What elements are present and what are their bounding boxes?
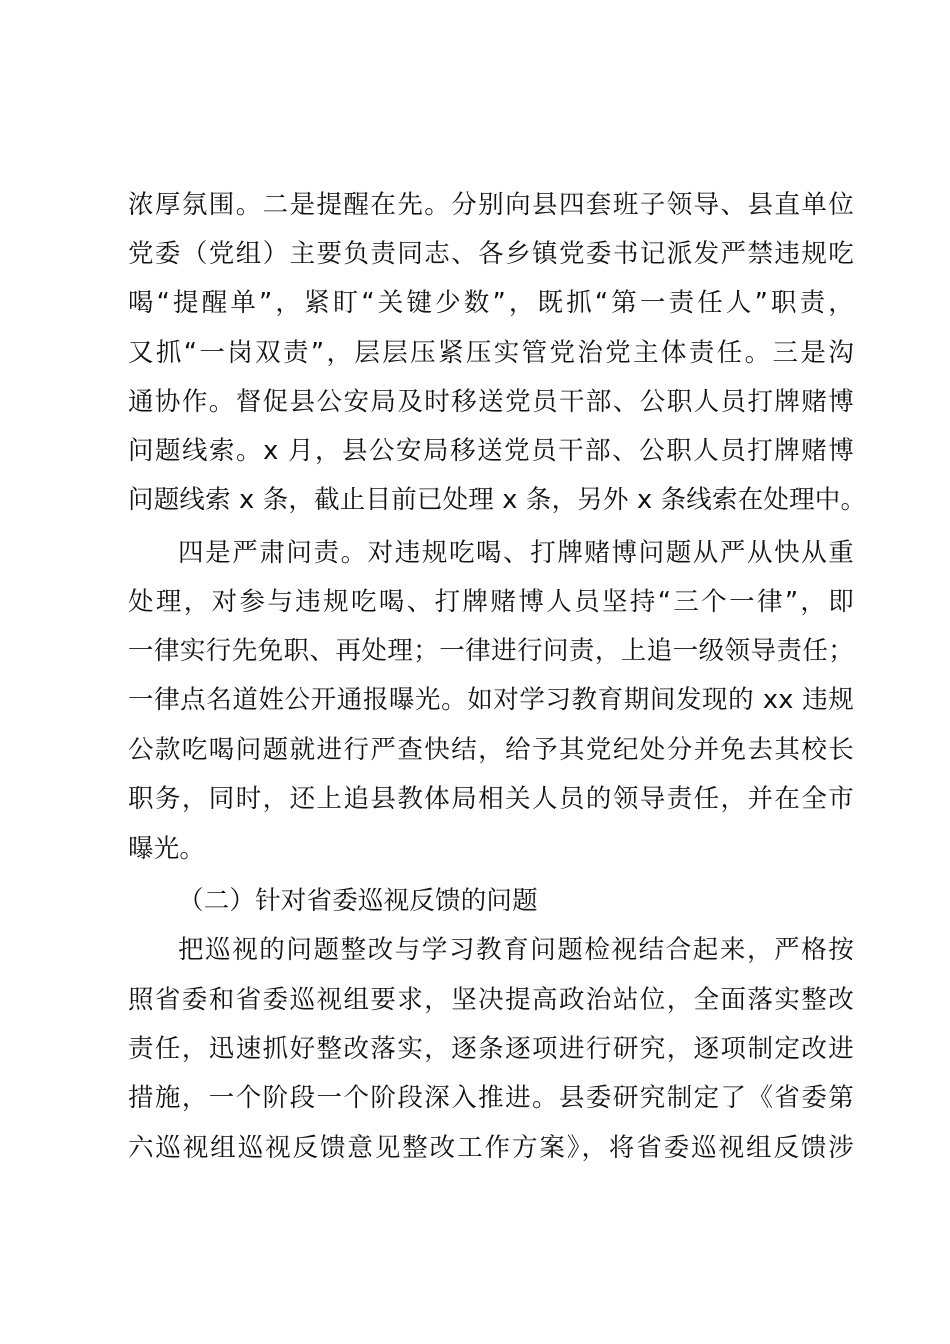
section-heading: （二）针对省委巡视反馈的问题 [178, 886, 538, 916]
text-line: 问题线索 x 条，截止目前已处理 x 条，另外 x 条线索在处理中。 [128, 485, 867, 515]
text-line: 问题线索。x 月，县公安局移送党员干部、公职人员打牌赌博 [128, 436, 854, 466]
text-line: 喝“提醒单”，紧盯“关键少数”，既抓“第一责任人”职责， [128, 288, 854, 318]
text-line: 六巡视组巡视反馈意见整改工作方案》，将省委巡视组反馈涉 [128, 1133, 854, 1163]
text-line: 又抓“一岗双责”，层层压紧压实管党治党主体责任。三是沟 [128, 338, 854, 368]
text-line: 处理，对参与违规吃喝、打牌赌博人员坚持“三个一律”，即 [128, 587, 854, 617]
text-line: 党委（党组）主要负责同志、各乡镇党委书记派发严禁违规吃 [128, 239, 854, 269]
text-line: 责任，迅速抓好整改落实，逐条逐项进行研究，逐项制定改进 [128, 1034, 854, 1064]
text-line: 四是严肃问责。对违规吃喝、打牌赌博问题从严从快从重 [178, 538, 854, 568]
text-line: 把巡视的问题整改与学习教育问题检视结合起来，严格按 [178, 935, 854, 965]
text-line: 职务，同时，还上追县教体局相关人员的领导责任，并在全市 [128, 784, 854, 814]
text-line: 曝光。 [128, 834, 206, 864]
text-line: 浓厚氛围。二是提醒在先。分别向县四套班子领导、县直单位 [128, 190, 854, 220]
text-line: 通协作。督促县公安局及时移送党员干部、公职人员打牌赌博 [128, 387, 854, 417]
text-line: 措施，一个阶段一个阶段深入推进。县委研究制定了《省委第 [128, 1083, 854, 1113]
text-line: 一律点名道姓公开通报曝光。如对学习教育期间发现的 xx 违规 [128, 685, 854, 715]
text-line: 照省委和省委巡视组要求，坚决提高政治站位，全面落实整改 [128, 985, 854, 1015]
text-line: 一律实行先免职、再处理；一律进行问责，上追一级领导责任； [128, 636, 854, 666]
text-line: 公款吃喝问题就进行严查快结，给予其党纪处分并免去其校长 [128, 735, 854, 765]
